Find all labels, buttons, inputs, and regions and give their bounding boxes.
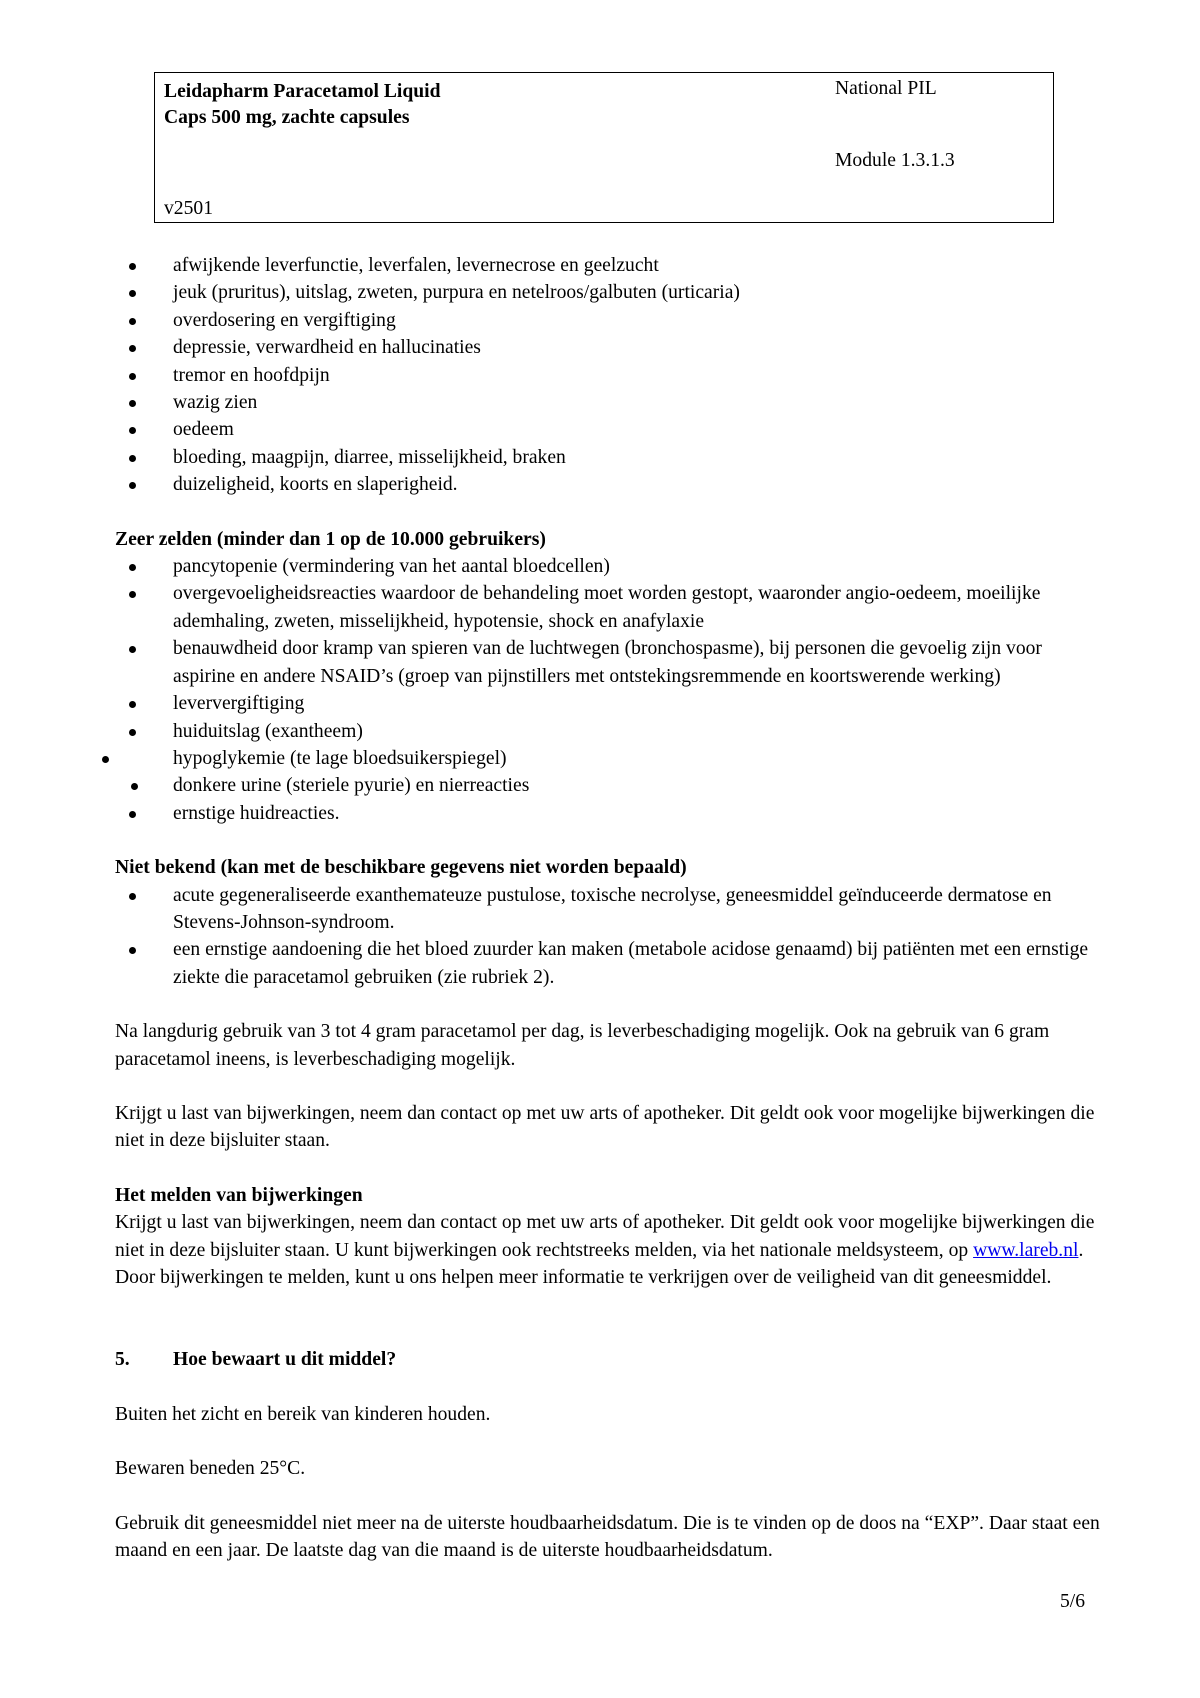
list-item [115, 389, 1100, 416]
side-effects-list-2 [115, 553, 1100, 827]
melden-text-before: Krijgt u last van bijwerkingen, neem dan contact op met uw arts of apotheker. Dit geldt ook voor mogelijke bijwerkingen die niet in deze bijsluiter staan. U kunt bijwerkingen ook rechtstreeks melden, via het nationale meldsysteem, op [115, 1212, 1095, 1261]
list-item [115, 745, 1100, 772]
document-body [115, 252, 1100, 1564]
bullet-icon [129, 263, 136, 270]
side-effects-list-1 [115, 252, 1100, 499]
bullet-icon [102, 756, 109, 763]
bullet-icon [129, 591, 136, 598]
bullet-icon [129, 455, 136, 462]
list-item [115, 416, 1100, 443]
list-item-text: depressie, verwardheid en hallucinaties [173, 337, 481, 359]
bullet-icon [129, 947, 136, 954]
bullet-icon [129, 646, 136, 653]
bullet-icon [131, 783, 138, 790]
bullet-icon [129, 290, 136, 297]
list-item-text: leververgiftiging [173, 693, 305, 715]
bullet-icon [129, 811, 136, 818]
list-item-text: huiduitslag (exantheem) [173, 720, 363, 742]
heading-melden: Het melden van bijwerkingen [115, 1184, 363, 1206]
paragraph-contact-arts: Krijgt u last van bijwerkingen, neem dan contact op met uw arts of apotheker. Dit geldt ook voor mogelijke bijwerkingen die niet in deze bijsluiter staan. [115, 1102, 1095, 1152]
section-number: 5. [115, 1349, 130, 1371]
paragraph-bewaren: Bewaren beneden 25°C. [115, 1458, 306, 1480]
module-label: Module 1.3.1.3 [835, 150, 955, 171]
product-title-line-2: Caps 500 mg, zachte capsules [164, 107, 410, 128]
heading-zeer-zelden: Zeer zelden (minder dan 1 op de 10.000 gebruikers) [115, 528, 546, 550]
side-effects-list-3 [115, 882, 1100, 992]
bullet-icon [129, 701, 136, 708]
list-item [115, 362, 1100, 389]
list-item [115, 307, 1100, 334]
list-item-text: afwijkende leverfunctie, leverfalen, levernecrose en geelzucht [173, 255, 659, 276]
bullet-icon [129, 482, 136, 489]
list-item-text: jeuk (pruritus), uitslag, zweten, purpura en netelroos/galbuten (urticaria) [173, 282, 740, 304]
bullet-icon [129, 373, 136, 380]
list-item [115, 690, 1100, 717]
bullet-icon [129, 893, 136, 900]
list-item [115, 444, 1100, 471]
list-item [115, 471, 1100, 498]
list-item-text: donkere urine (steriele pyurie) en nierreacties [173, 775, 530, 797]
paragraph-kinderen: Buiten het zicht en bereik van kinderen houden. [115, 1403, 491, 1425]
bullet-icon [129, 400, 136, 407]
list-item-text: tremor en hoofdpijn [173, 364, 330, 386]
bullet-icon [129, 318, 136, 325]
bullet-icon [129, 427, 136, 434]
list-item-text: duizeligheid, koorts en slaperigheid. [173, 474, 458, 496]
list-item-text: overdosering en vergiftiging [173, 309, 396, 331]
list-item-text: overgevoeligheidsreacties waardoor de behandeling moet worden gestopt, waaronder angio-oedeem, moeilijke ademhaling, zweten, misselijkheid, hypotensie, shock en anafylaxie [173, 583, 1041, 632]
paragraph-langdurig-gebruik: Na langdurig gebruik van 3 tot 4 gram paracetamol per dag, is leverbeschadiging mogelijk. Ook na gebruik van 6 gram paracetamol ineens, is leverbeschadiging mogelijk. [115, 1021, 1050, 1070]
list-item-text: acute gegeneraliseerde exanthemateuze pustulose, toxische necrolyse, geneesmiddel geïnduceerde dermatose en Stevens-Johnson-syndroom. [173, 884, 1052, 933]
bullet-icon [129, 564, 136, 571]
list-item [115, 635, 1100, 690]
list-item-text: een ernstige aandoening die het bloed zuurder kan maken (metabole acidose genaamd) bij patiënten met een ernstige ziekte die paracetamol gebruiken (zie rubriek 2). [173, 939, 1089, 988]
product-title [164, 79, 441, 131]
list-item-text: ernstige huidreacties. [173, 802, 340, 824]
melden-text-after: . Door bijwerkingen te melden, kunt u ons helpen meer informatie te verkrijgen over de veiligheid van dit geneesmiddel. [115, 1239, 1084, 1288]
bullet-icon [129, 345, 136, 352]
list-item-text: oedeem [173, 419, 234, 441]
section-5-heading [115, 1346, 1100, 1373]
list-item [115, 279, 1100, 306]
bullet-icon [129, 729, 136, 736]
list-item-text: wazig zien [173, 392, 258, 414]
paragraph-melden [115, 1209, 1100, 1291]
section-title: Hoe bewaart u dit middel? [173, 1349, 397, 1371]
version-label: v2501 [164, 198, 213, 219]
page-number: 5/6 [1060, 1591, 1086, 1612]
list-item [115, 553, 1100, 580]
list-item [115, 580, 1100, 635]
paragraph-houdbaarheid: Gebruik dit geneesmiddel niet meer na de uiterste houdbaarheidsdatum. Die is te vinden op de doos na “EXP”. Daar staat een maand en een jaar. De laatste dag van die maand is de uiterste houdbaarheidsdatum. [115, 1512, 1100, 1562]
pil-label: National PIL [835, 78, 937, 99]
lareb-link[interactable]: www.lareb.nl [973, 1239, 1079, 1261]
list-item-text: pancytopenie (vermindering van het aantal bloedcellen) [173, 556, 610, 578]
list-item-text: hypoglykemie (te lage bloedsuikerspiegel) [173, 747, 507, 769]
heading-niet-bekend: Niet bekend (kan met de beschikbare gegevens niet worden bepaald) [115, 857, 687, 879]
product-title-line-1: Leidapharm Paracetamol Liquid [164, 81, 441, 102]
list-item [115, 800, 1100, 827]
list-item [115, 882, 1100, 937]
list-item [115, 936, 1100, 991]
document-header [154, 72, 1054, 223]
list-item [115, 252, 1100, 279]
list-item-text: bloeding, maagpijn, diarree, misselijkheid, braken [173, 446, 566, 468]
list-item [115, 718, 1100, 745]
list-item [115, 772, 1100, 799]
list-item [115, 334, 1100, 361]
list-item-text: benauwdheid door kramp van spieren van de luchtwegen (bronchospasme), bij personen die gevoelig zijn voor aspirine en andere NSAID’s (groep van pijnstillers met ontstekingsremmende en koortswerende werking) [173, 638, 1042, 687]
